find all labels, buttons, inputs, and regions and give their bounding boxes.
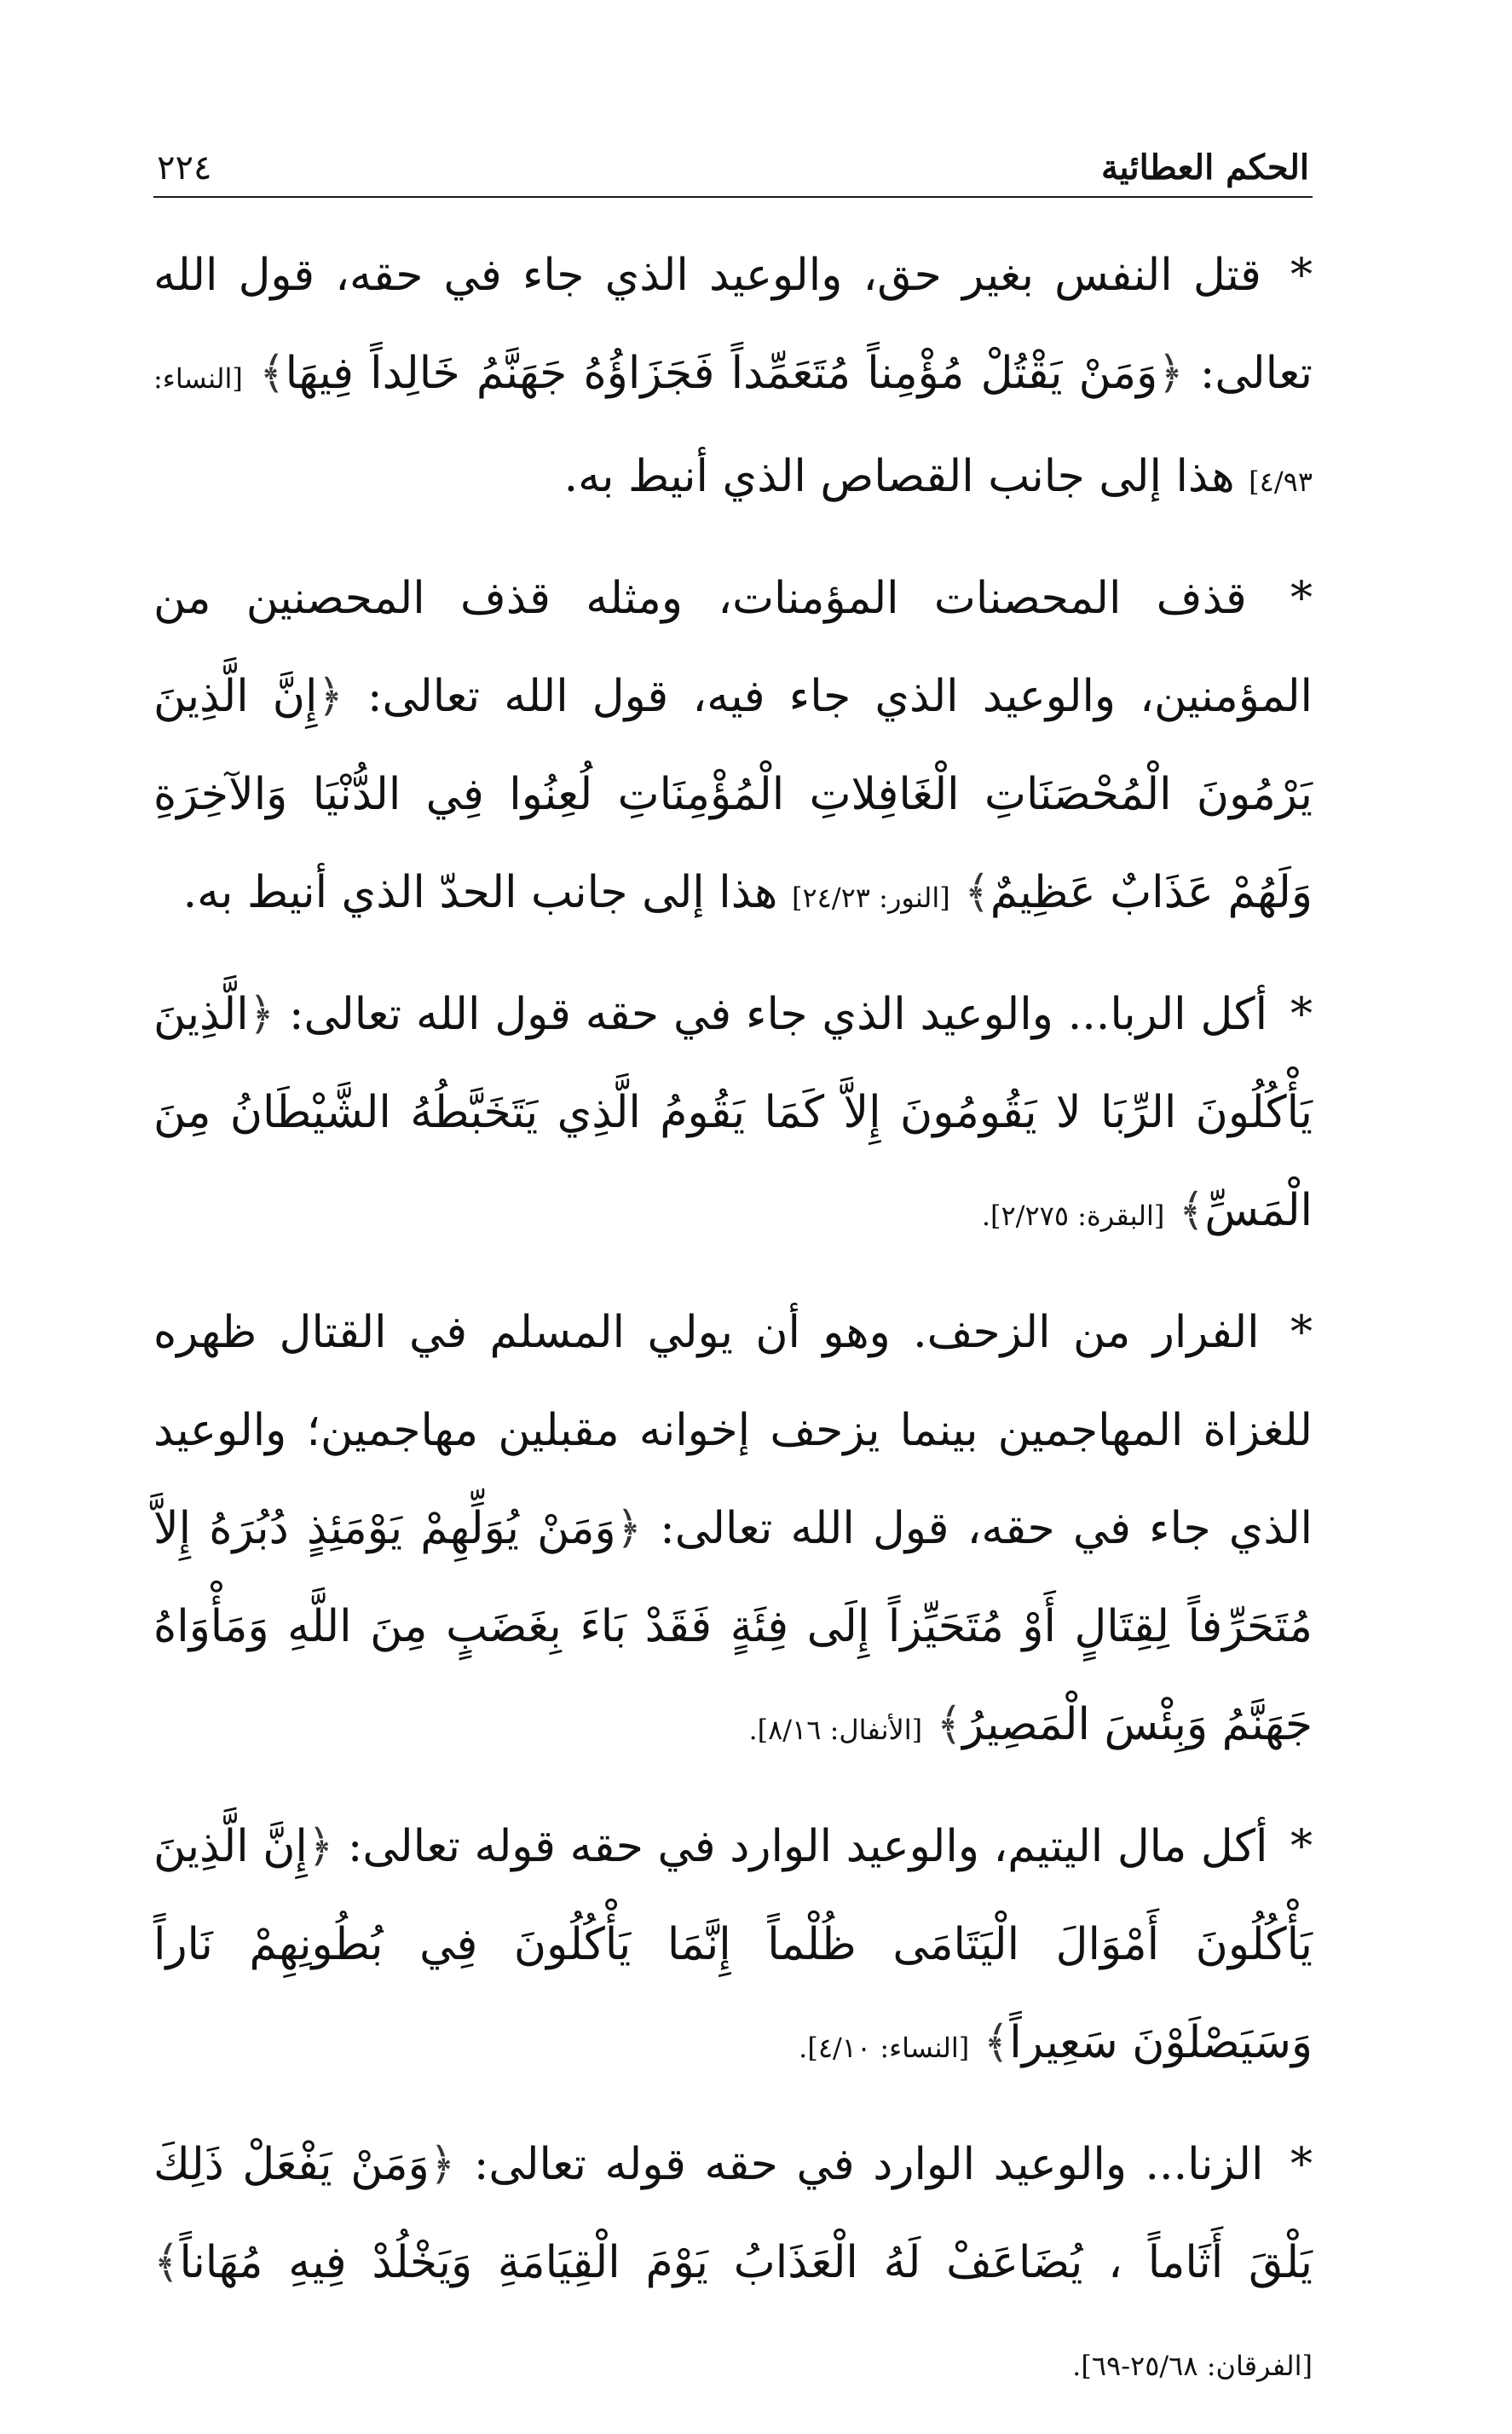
verse-reference: [النساء: ٤/٩٣] xyxy=(153,362,1313,498)
paragraph-fleeing xyxy=(153,1284,1313,1779)
paragraph-orphan-wealth xyxy=(153,1798,1313,2097)
paragraph-closing-text: هذا إلى جانب القصاص الذي أنيط به. xyxy=(563,451,1235,502)
bullet-marker: * xyxy=(1290,1307,1313,1358)
bullet-marker: * xyxy=(1290,573,1313,624)
verse-open-ornament: ﴿ xyxy=(307,1821,334,1872)
page-header xyxy=(153,119,1313,198)
paragraph-text: قذف المحصنات المؤمنات، ومثله قذف المحصنين من المؤمنين، والوعيد الذي جاء فيه، قول الله تعالى: xyxy=(153,573,1313,722)
paragraph-murder xyxy=(153,227,1313,531)
book-title: الحكم العطائية xyxy=(1100,147,1309,188)
page-body xyxy=(153,227,1313,2415)
verse-reference: [النور: ٢٤/٢٣] xyxy=(791,882,950,914)
paragraph-adultery xyxy=(153,2116,1313,2415)
quran-verse: وَمَنْ يَفْعَلْ ذَلِكَ يَلْقَ أَثَاماً ، يُضَاعَفْ لَهُ الْعَذَابُ يَوْمَ الْقِيَامَةِ وَيَخْلُدْ فِيهِ مُهَاناً xyxy=(153,2139,1313,2288)
quran-verse: وَمَنْ يَقْتُلْ مُؤْمِناً مُتَعَمِّداً فَجَزَاؤُهُ جَهَنَّمُ خَالِداً فِيهَا xyxy=(285,348,1158,399)
verse-close-ornament: ﴾ xyxy=(153,2237,180,2288)
verse-open-ornament: ﴿ xyxy=(615,1503,643,1554)
paragraph-text: قتل النفس بغير حق، والوعيد الذي جاء في حقه، قول الله تعالى: xyxy=(153,250,1313,399)
verse-reference: [الفرقان: ٢٥/٦٨-٦٩]. xyxy=(1072,2350,1313,2382)
verse-close-ornament: ﴾ xyxy=(259,348,286,399)
verse-close-ornament: ﴾ xyxy=(983,2017,1010,2068)
verse-open-ornament: ﴿ xyxy=(317,671,343,722)
paragraph-slander xyxy=(153,550,1313,947)
paragraph-text: أكل الربا... والوعيد الذي جاء في حقه قول الله تعالى: xyxy=(289,989,1268,1040)
verse-close-ornament: ﴾ xyxy=(936,1699,963,1750)
quran-verse: إِنَّ الَّذِينَ يَرْمُونَ الْمُحْصَنَاتِ الْغَافِلاتِ الْمُؤْمِنَاتِ لُعِنُوا فِي الدُّنْيَا وَالآخِرَةِ وَلَهُمْ عَذَابٌ عَظِيمٌ xyxy=(153,671,1313,918)
paragraph-text: الزنا... والوعيد الوارد في حقه قوله تعالى: xyxy=(473,2139,1264,2190)
page-number: ٢٢٤ xyxy=(157,148,212,188)
book-page xyxy=(153,119,1313,2434)
verse-open-ornament: ﴿ xyxy=(248,989,275,1040)
quran-verse: إِنَّ الَّذِينَ يَأْكُلُونَ أَمْوَالَ الْيَتَامَى ظُلْماً إِنَّمَا يَأْكُلُونَ فِي بُطُونِهِمْ نَاراً وَسَيَصْلَوْنَ سَعِيراً xyxy=(153,1821,1313,2068)
verse-close-ornament: ﴾ xyxy=(964,867,990,918)
paragraph-closing-text: هذا إلى جانب الحدّ الذي أنيط به. xyxy=(182,867,778,918)
paragraph-text: أكل مال اليتيم، والوعيد الوارد في حقه قوله تعالى: xyxy=(347,1821,1268,1872)
quran-verse: وَمَنْ يُوَلِّهِمْ يَوْمَئِذٍ دُبُرَهُ إِلاَّ مُتَحَرِّفاً لِقِتَالٍ أَوْ مُتَحَيِّزاً إِلَى فِئَةٍ فَقَدْ بَاءَ بِغَضَبٍ مِنَ اللَّهِ وَمَأْوَاهُ جَهَنَّمُ وَبِئْسَ الْمَصِيرُ xyxy=(153,1503,1313,1750)
quran-verse: الَّذِينَ يَأْكُلُونَ الرِّبَا لا يَقُومُونَ إِلاَّ كَمَا يَقُومُ الَّذِي يَتَخَبَّطُهُ الشَّيْطَانُ مِنَ الْمَسِّ xyxy=(153,989,1313,1236)
paragraph-text: الفرار من الزحف. وهو أن يولي المسلم في القتال ظهره للغزاة المهاجمين بينما يزحف إخوانه مقبلين مهاجمين؛ والوعيد الذي جاء في حقه، قول الله تعالى: xyxy=(153,1307,1313,1554)
verse-reference: [الأنفال: ٨/١٦]. xyxy=(748,1714,923,1746)
verse-reference: [البقرة: ٢/٢٧٥]. xyxy=(981,1200,1165,1232)
verse-open-ornament: ﴿ xyxy=(429,2139,456,2190)
verse-close-ornament: ﴾ xyxy=(1178,1185,1205,1236)
bullet-marker: * xyxy=(1290,2139,1313,2190)
bullet-marker: * xyxy=(1290,989,1313,1040)
verse-open-ornament: ﴿ xyxy=(1157,348,1184,399)
bullet-marker: * xyxy=(1290,1821,1313,1872)
paragraph-usury xyxy=(153,966,1313,1265)
bullet-marker: * xyxy=(1290,250,1313,301)
verse-reference: [النساء: ٤/١٠]. xyxy=(799,2032,970,2064)
